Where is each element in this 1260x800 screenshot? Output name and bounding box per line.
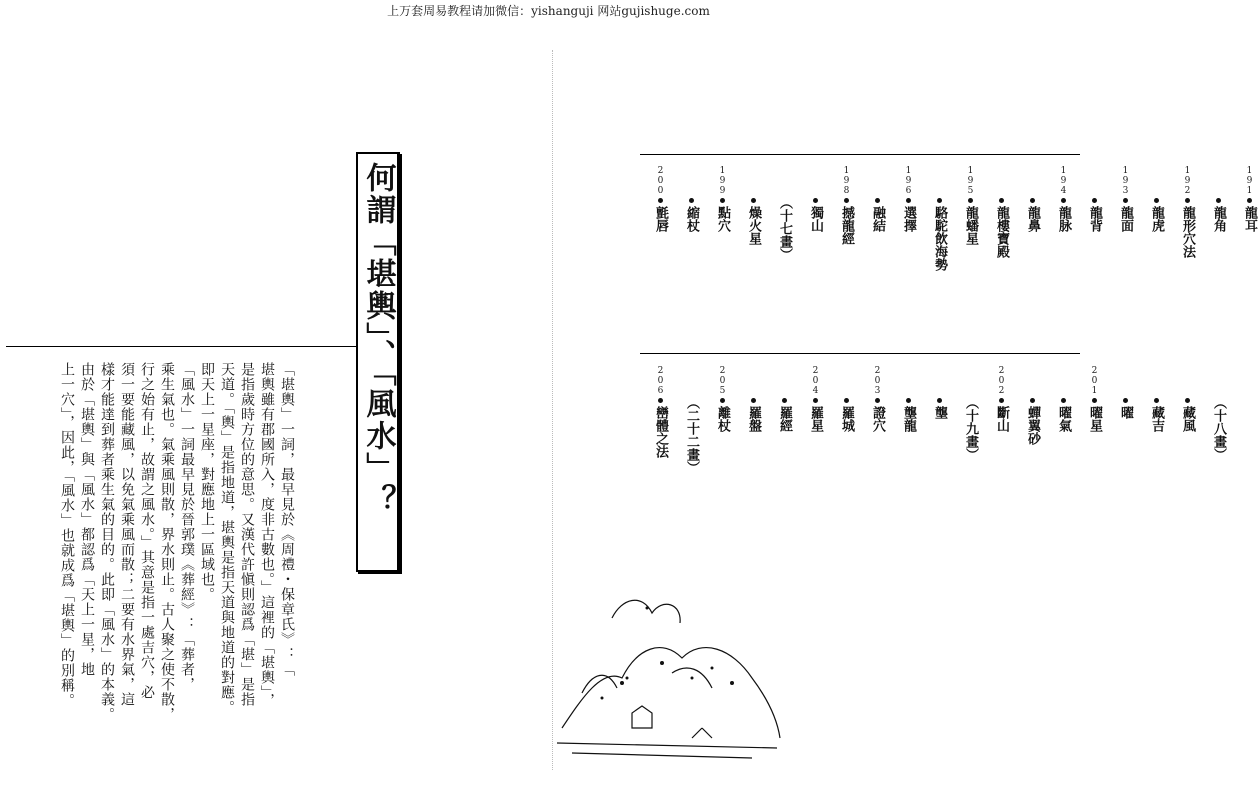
- entry-label: 羅星: [808, 406, 823, 432]
- entry-label: 龍背: [1087, 206, 1102, 232]
- entry-label: 證穴: [870, 406, 885, 432]
- entry-label: 巒體之法: [653, 406, 668, 458]
- index-entry: [680, 366, 702, 474]
- entry-label: 羅經: [777, 406, 792, 432]
- entry-label: （十九畫）: [963, 396, 978, 461]
- entry-page-number: 198: [841, 166, 852, 196]
- entry-label: 藏風: [1180, 406, 1195, 432]
- index-entry: [928, 366, 950, 474]
- entry-label: 龍形穴法: [1180, 206, 1195, 258]
- bullet-icon: [844, 398, 849, 403]
- chapter-title: 何謂「堪輿」、「風水」？: [360, 162, 396, 516]
- index-entry: [773, 366, 795, 474]
- index-entry: [835, 366, 857, 474]
- entry-label: 選擇: [901, 206, 916, 232]
- entry-label: 曜: [1118, 406, 1133, 419]
- index-entry: [649, 166, 671, 271]
- entry-label: 蟬翼砂: [1025, 406, 1040, 445]
- entry-label: 燥火星: [746, 206, 761, 245]
- bullet-icon: [1185, 398, 1190, 403]
- entry-label: 壟: [932, 406, 947, 419]
- entry-label: 龍耳: [1242, 206, 1257, 232]
- body-column: 由於「堪輿」與「風水」都認爲「天上一星，地: [79, 362, 95, 677]
- bullet-icon: [844, 198, 849, 203]
- index-list-bottom: [640, 366, 1229, 474]
- bullet-icon: [782, 398, 787, 403]
- bullet-icon: [813, 398, 818, 403]
- bullet-icon: [1061, 398, 1066, 403]
- bullet-icon: [813, 198, 818, 203]
- body-text: [58, 362, 296, 742]
- index-entry: [990, 366, 1012, 474]
- entry-page-number: 196: [903, 166, 914, 196]
- chapter-title-box: [356, 152, 400, 572]
- bullet-icon: [937, 198, 942, 203]
- index-entry: [959, 166, 981, 271]
- entry-label: 點穴: [715, 206, 730, 232]
- body-column: 「堪輿」一詞，最早見於《周禮・保章氏》：「: [279, 362, 295, 677]
- index-entry: [711, 166, 733, 271]
- index-entry: [1238, 166, 1260, 271]
- entry-label: 離杖: [715, 406, 730, 432]
- index-entry: [680, 166, 702, 271]
- entry-page-number: 202: [996, 366, 1007, 396]
- index-entry: [1176, 366, 1198, 474]
- entry-label: 龍脉: [1056, 206, 1071, 232]
- bullet-icon: [1030, 398, 1035, 403]
- body-column: 「風水」一詞最早見於晉郭璞《葬經》：「葬者，: [179, 362, 195, 692]
- entry-label: 羅盤: [746, 406, 761, 432]
- index-entry: [711, 366, 733, 474]
- entry-label: 曜氣: [1056, 406, 1071, 432]
- bullet-icon: [751, 398, 756, 403]
- body-column: 堪輿雖有郡國所入，度非古數也。」這裡的「堪輿」，: [259, 362, 275, 708]
- bullet-icon: [1185, 198, 1190, 203]
- entry-label: 融結: [870, 206, 885, 232]
- entry-label: 龍鼻: [1025, 206, 1040, 232]
- entry-label: 撼龍經: [839, 206, 854, 245]
- bullet-icon: [1123, 198, 1128, 203]
- landscape-illustration: [552, 578, 782, 768]
- entry-label: （十八畫）: [1211, 396, 1226, 461]
- bullet-icon: [1123, 398, 1128, 403]
- entry-label: 龍虎: [1149, 206, 1164, 232]
- entry-label: 龍面: [1118, 206, 1133, 232]
- body-column: 行之始有止，故謂之風水。」其意是指一處吉穴，必: [139, 362, 155, 700]
- bullet-icon: [658, 198, 663, 203]
- entry-page-number: 200: [655, 166, 666, 196]
- bullet-icon: [1030, 198, 1035, 203]
- bullet-icon: [751, 198, 756, 203]
- bullet-icon: [658, 398, 663, 403]
- index-entry: [1207, 366, 1229, 474]
- index-entry: [1207, 166, 1229, 271]
- index-entry: [742, 166, 764, 271]
- entry-page-number: 192: [1182, 166, 1193, 196]
- index-entry: [1083, 166, 1105, 271]
- entry-page-number: 201: [1089, 366, 1100, 396]
- bullet-icon: [689, 198, 694, 203]
- index-entry: [804, 166, 826, 271]
- index-entry: [804, 366, 826, 474]
- entry-label: 壟龍: [901, 406, 916, 432]
- index-entry: [959, 366, 981, 474]
- index-entry: [773, 166, 795, 271]
- index-entry: [742, 366, 764, 474]
- entry-label: 龍蟠星: [963, 206, 978, 245]
- entry-label: 獨山: [808, 206, 823, 232]
- index-entry: [1021, 366, 1043, 474]
- index-top-rule: [640, 154, 1080, 155]
- entry-label: 藏吉: [1149, 406, 1164, 432]
- bullet-icon: [875, 398, 880, 403]
- entry-label: 龍角: [1211, 206, 1226, 232]
- entry-label: （二十二畫）: [684, 396, 699, 474]
- divider-line: [6, 346, 358, 347]
- index-entry: [1052, 366, 1074, 474]
- bullet-icon: [906, 198, 911, 203]
- entry-page-number: 195: [965, 166, 976, 196]
- body-column: 天道。「輿」是指地道，堪輿是指天道與地道的對應。: [219, 362, 235, 715]
- index-entry: [928, 166, 950, 271]
- bullet-icon: [720, 398, 725, 403]
- bullet-icon: [720, 198, 725, 203]
- body-column: 須一要能藏風，以免氣乘風而散；二要有水界氣，這: [119, 362, 135, 707]
- entry-page-number: 204: [810, 366, 821, 396]
- entry-page-number: 193: [1120, 166, 1131, 196]
- body-column: 是指歲時方位的意思。又漢代許愼則認爲「堪」是指: [239, 362, 255, 707]
- index-entry: [1145, 166, 1167, 271]
- entry-page-number: 194: [1058, 166, 1069, 196]
- index-entry: [897, 366, 919, 474]
- bullet-icon: [1092, 398, 1097, 403]
- index-entry: [649, 366, 671, 474]
- index-entry: [1083, 366, 1105, 474]
- entry-label: 氈唇: [653, 206, 668, 232]
- bullet-icon: [1154, 198, 1159, 203]
- entry-label: 縮杖: [684, 206, 699, 232]
- entry-label: （十七畫）: [777, 196, 792, 261]
- body-column: 樣才能達到葬者乘生氣的目的。此即「風水」的本義。: [99, 362, 115, 722]
- bullet-icon: [937, 398, 942, 403]
- index-list-top: [640, 166, 1260, 271]
- body-column: 乘生氣也。氣乘風則散，界水則止。古人聚之使不散，: [159, 362, 175, 722]
- index-mid-rule: [640, 353, 1080, 354]
- bullet-icon: [1092, 198, 1097, 203]
- bullet-icon: [999, 398, 1004, 403]
- bullet-icon: [999, 198, 1004, 203]
- index-entry: [897, 166, 919, 271]
- index-entry: [990, 166, 1012, 271]
- index-entry: [1176, 166, 1198, 271]
- body-column: 即天上一星座，對應地上一區域也。: [199, 362, 215, 602]
- index-entry: [835, 166, 857, 271]
- index-entry: [866, 166, 888, 271]
- entry-page-number: 206: [655, 366, 666, 396]
- watermark-banner: 上万套周易教程请加微信：yishanguji 网站gujishuge.com: [387, 4, 710, 18]
- entry-page-number: 199: [717, 166, 728, 196]
- body-column: 上一穴」，因此，「風水」也就成爲「堪輿」的別稱。: [59, 362, 75, 708]
- index-entry: [1114, 366, 1136, 474]
- index-entry: [1145, 366, 1167, 474]
- index-entry: [866, 366, 888, 474]
- bullet-icon: [906, 398, 911, 403]
- bullet-icon: [1061, 198, 1066, 203]
- entry-label: 羅城: [839, 406, 854, 432]
- bullet-icon: [968, 198, 973, 203]
- entry-label: 龍樓寶殿: [994, 206, 1009, 258]
- bullet-icon: [875, 198, 880, 203]
- bullet-icon: [1216, 198, 1221, 203]
- index-entry: [1021, 166, 1043, 271]
- index-entry: [1052, 166, 1074, 271]
- entry-page-number: 191: [1244, 166, 1255, 196]
- index-entry: [1114, 166, 1136, 271]
- entry-label: 駱駝飲海勢: [932, 206, 947, 271]
- entry-page-number: 203: [872, 366, 883, 396]
- entry-label: 曜星: [1087, 406, 1102, 432]
- bullet-icon: [1247, 198, 1252, 203]
- entry-label: 斷山: [994, 406, 1009, 432]
- bullet-icon: [1154, 398, 1159, 403]
- entry-page-number: 205: [717, 366, 728, 396]
